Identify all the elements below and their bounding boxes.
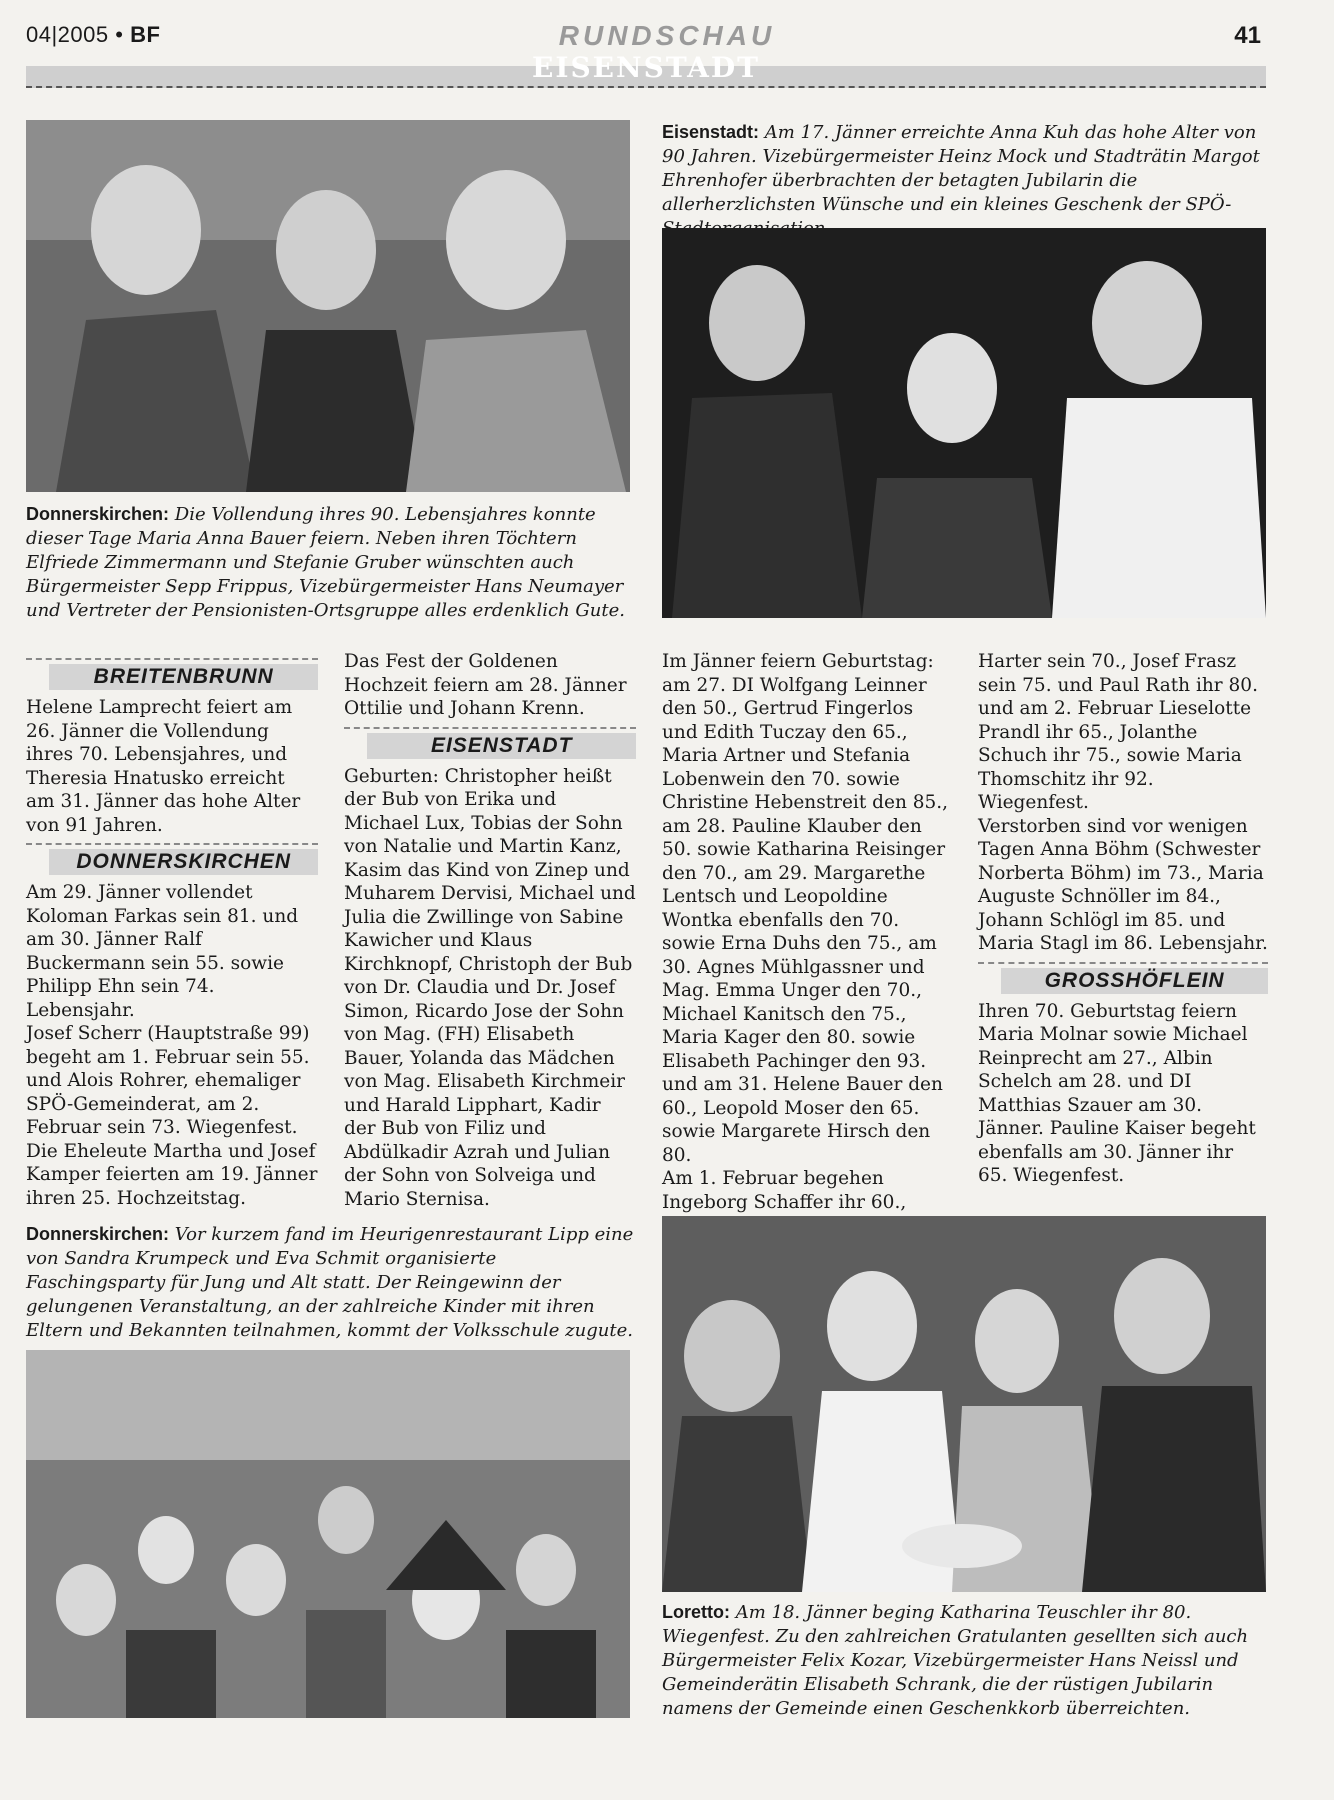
article-paragraph: Verstorben sind vor wenigen Tagen Anna Böhm (Schwester Norberta Böhm) im 73., Maria Auguste Schnöller im 84., Johann Schlögl im 85. und Maria Stagl im 86. Lebensjahr. bbox=[978, 815, 1268, 954]
photo-donnerskirchen-birthday bbox=[26, 120, 630, 492]
article-paragraph: Harter sein 70., Josef Frasz sein 75. und Paul Rath ihr 80. und am 2. Februar Lieselotte Prandl ihr 65., Jolanthe Schuch ihr 75., sowie Maria Thomschitz ihr 92. Wiegenfest. bbox=[978, 651, 1258, 813]
region-title: EISENSTADT bbox=[532, 51, 760, 84]
caption-place: Donnerskirchen: bbox=[26, 1224, 170, 1244]
caption-text: Am 17. Jänner erreichte Anna Kuh das hohe Alter von 90 Jahren. Vizebürgermeister Heinz Mock und Stadträtin Margot Ehrenhofer überbrachten der betagten Jubilarin die allerherzlichsten Wünsche und ein kleines Geschenk der SPÖ- bbox=[662, 122, 1260, 215]
caption-text: Die Vollendung ihres 90. Lebensjahres konnte dieser Tage Maria Anna Bauer feiern. Neben ihren Töchtern Elfriede Zimmermann und Stefanie Gruber wünschten auch Bürgermeister Sepp Frippus, Vizebürgermeister Hans Neumayer und Vertreter der Pensionisten-Ortsgruppe alles erdenklich Gute. bbox=[26, 504, 626, 621]
column-3 bbox=[662, 650, 954, 1238]
caption-place: Eisenstadt: bbox=[662, 122, 760, 142]
section-divider bbox=[978, 962, 1268, 964]
photo-eisenstadt-birthday bbox=[662, 228, 1266, 618]
caption-place: Donnerskirchen: bbox=[26, 504, 170, 524]
section-header-donnerskirchen bbox=[26, 841, 318, 875]
photo-loretto-birthday bbox=[662, 1216, 1266, 1592]
caption-place: Loretto: bbox=[662, 1602, 730, 1622]
section-title: DONNERSKIRCHEN bbox=[49, 849, 318, 875]
section-title: GROSSHÖFLEIN bbox=[1001, 968, 1268, 994]
article-paragraph: Die Eheleute Martha und Josef Kamper feierten am 19. Jänner ihren 25. Hochzeitstag. bbox=[26, 1140, 318, 1209]
caption-donnerskirchen-birthday bbox=[26, 502, 630, 623]
section-divider bbox=[26, 843, 318, 845]
page-number: 41 bbox=[1234, 22, 1261, 49]
article-paragraph: Im Jänner feiern Geburtstag: am 27. DI Wolfgang Leinner den 50., Gertrud Fingerlos und Edith Tuczay den 65., Maria Artner und Stefania Lobenwein den 70. sowie Christine Hebenstreit den 85., am 28. Pauline Klauber den 50. sowie Katharina Reisinger den 70., am 29. Margarethe Lentsch und Leopoldine Wontka ebenfalls den 70. sowie Erna Duhs den 75., am 30. Agnes Mühlgassner und Mag. Emma Unger den 70., Michael Kanitsch den 75., Maria Kager den 80. sowie Elisabeth Pachinger den 93. und am 31. Helene Bauer den 60., Leopold Moser den 65. sowie Margarete Hirsch den 80. bbox=[662, 651, 949, 1166]
article-paragraph: Josef Scherr (Hauptstraße 99) begeht am 1. Februar sein 55. und Alois Rohrer, ehemaliger SPÖ-Gemeinderat, am 2. Februar sein 73. Wiegenfest. bbox=[26, 1023, 310, 1138]
section-divider bbox=[26, 658, 318, 660]
caption-loretto-birthday bbox=[662, 1600, 1266, 1721]
column-1 bbox=[26, 652, 318, 1210]
section-title: RUNDSCHAU bbox=[558, 20, 776, 51]
photo-faschingsparty bbox=[26, 1350, 630, 1718]
caption-text: Am 18. Jänner beging Katharina Teuschler ihr 80. Wiegenfest. Zu den zahlreichen Gratulanten gesellten sich auch Bürgermeister Felix Kozar, Vizebürgermeister Hans Neissl und Gemeinderätin Elisabeth Schrank, die der rüstigen Jubilarin namens der Gemeinde einen Geschenkkorb überreichten. bbox=[662, 1602, 1249, 1719]
column-2 bbox=[344, 650, 636, 1211]
region-band bbox=[26, 51, 1266, 88]
column-4 bbox=[978, 650, 1268, 1188]
article-paragraph: Am 29. Jänner vollendet Koloman Farkas sein 81. und am 30. Jänner Ralf Buckermann sein 55. sowie Philipp Ehn sein 74. Lebensjahr. bbox=[26, 882, 299, 1021]
issue-number: 04|2005 bbox=[26, 22, 109, 47]
issue-bullet: • bbox=[115, 22, 124, 47]
section-header-eisenstadt bbox=[344, 725, 636, 759]
caption-text: Vor kurzem fand im Heurigenrestaurant Lipp eine von Sandra Krumpeck und Eva Schmit organisierte Faschingsparty für Jung und Alt statt. Der Reingewinn der gelungenen Veranstaltung, an der zahlreiche Kinder mit ihren Eltern und Bekannten teilnahmen, kommt der Volksschule zugute. bbox=[26, 1224, 634, 1341]
section-header-grosshoeflein bbox=[978, 960, 1268, 994]
article-golden-wedding: Das Fest der Goldenen Hochzeit feiern am 28. Jänner Ottilie und Johann Krenn. bbox=[344, 651, 627, 719]
caption-faschingsparty bbox=[26, 1222, 638, 1343]
article-breitenbrunn: Helene Lamprecht feiert am 26. Jänner die Vollendung ihres 70. Lebensjahres, und Theresia Hnatusko erreicht am 31. Jänner das hohe Alter von 91 Jahren. bbox=[26, 697, 301, 836]
section-divider bbox=[344, 727, 636, 729]
article-births: Geburten: Christopher heißt der Bub von Erika und Michael Lux, Tobias der Sohn von Natalie und Martin Kanz, Kasim das Kind von Zinep und Muharem Dervisi, Michael und Julia die Zwillinge von Sabine Kawicher und Klaus Kirchknopf, Christoph der Bub von Dr. Claudia und Dr. Josef Simon, Ricardo Jose der Sohn von Mag. (FH) Elisabeth Bauer, Yolanda das Mädchen von Mag. Elisabeth Kirchmeir und Harald Lipphart, Kadir der Bub von Filiz und Abdülkadir Azrah und Julian der Sohn von Solveiga und Mario Sternisa. bbox=[344, 765, 636, 1210]
caption-eisenstadt-birthday bbox=[662, 120, 1266, 241]
brand-label: BF bbox=[130, 22, 161, 47]
section-header-breitenbrunn bbox=[26, 656, 318, 690]
article-paragraph: Am 1. Februar begehen Ingeborg Schaffer ihr 60., bbox=[662, 1168, 907, 1213]
section-title: BREITENBRUNN bbox=[49, 664, 318, 690]
article-paragraph: Ihren 70. Geburtstag feiern Maria Molnar sowie Michael Reinprecht am 27., Albin Schelch am 28. und DI Matthias Szauer am 30. Jänner. Pauline Kaiser begeht ebenfalls am 30. Jänner ihr 65. Wiegenfest. bbox=[978, 1000, 1256, 1186]
section-title: EISENSTADT bbox=[367, 733, 636, 759]
